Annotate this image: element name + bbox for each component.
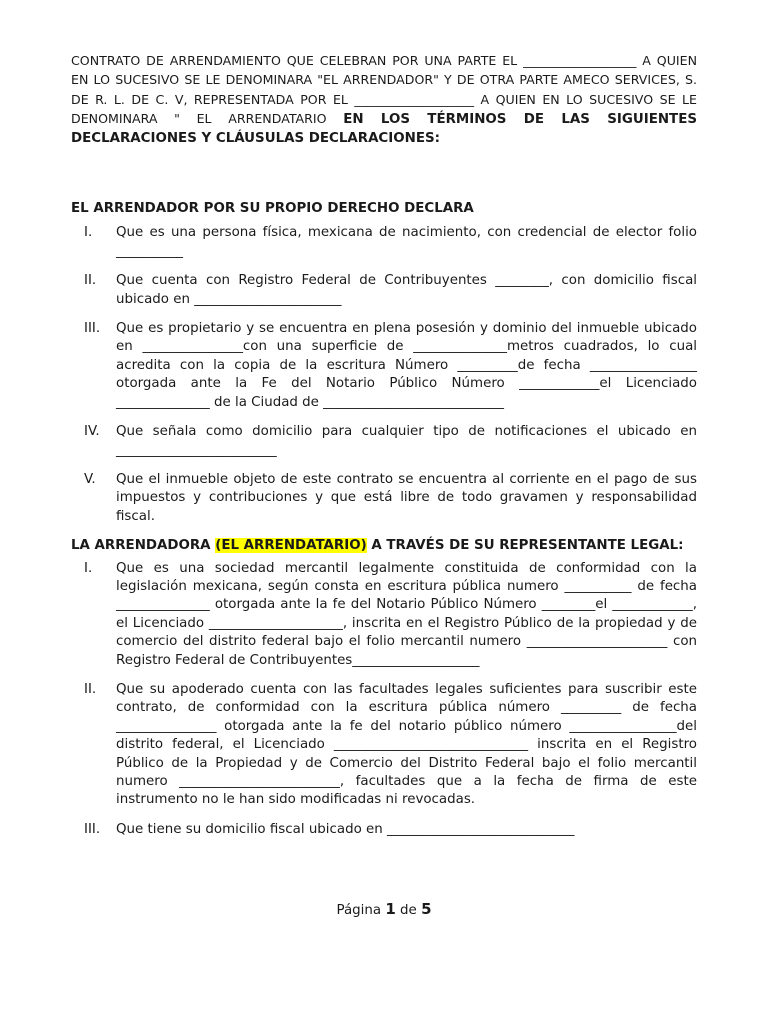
page-label: Página (336, 903, 382, 918)
page-number-footer (0, 900, 768, 920)
item-text: Que cuenta con Registro Federal de Contribuyentes ________, con domicilio fiscal ubicado en ______________________ (116, 273, 697, 307)
item-text: Que su apoderado cuenta con las facultades legales suficientes para suscribir este contrato, de conformidad con la escritura pública número _________ de fecha _______________ otorgada ante la fe del notario público número ________________del distrito federal, el Licenciado _____________________________ inscrita en el Registro Público de la Propiedad y de Comercio del Distrito Federal bajo el folio mercantil numero ________________________, facultades que a la fecha de firma de este instrumento no le han sido modificadas ni revocadas. (116, 681, 697, 808)
preamble-text: CONTRATO DE ARRENDAMIENTO QUE CELEBRAN POR UNA PARTE EL __________________ A QUIEN EN LO SUCESIVO SE LE DENOMINARA "EL ARRENDADOR" Y DE OTRA PARTE AMECO SERVICES, S. DE R. L. DE C. V, REPRESENTADA POR EL ___________________ A QUIEN EN LO SUCESIVO SE LE DENOMINARA " EL ARRENDATARIO (71, 53, 697, 127)
list-item (71, 224, 697, 261)
item-number: V. (84, 471, 96, 487)
item-text: Que tiene su domicilio fiscal ubicado en ____________________________ (116, 821, 575, 837)
arrendadora-declarations (71, 560, 697, 840)
item-text: Que es una persona física, mexicana de nacimiento, con credencial de elector folio __________ (116, 225, 697, 259)
item-number: III. (84, 821, 101, 837)
item-text: Que es una sociedad mercantil legalmente constituida de conformidad con la legislación mexicana, según consta en escritura pública numero __________ de fecha ______________ otorgada ante la fe del Notario Público Número ________el ____________, el Licenciado ____________________, inscrita en el Registro Público de la propiedad y de comercio del distrito federal bajo el folio mercantil numero _____________________ con Registro Federal de Contribuyentes___________________ (116, 560, 697, 668)
item-number: I. (84, 225, 93, 241)
title-part-b: A TRAVÉS DE SU REPRESENTANTE LEGAL: (366, 538, 684, 554)
item-text: Que señala como domicilio para cualquier tipo de notificaciones el ubicado en ________________________ (116, 424, 697, 458)
total-pages: 5 (421, 900, 432, 918)
arrendadora-section-title (71, 537, 697, 555)
list-item (71, 821, 697, 839)
list-item (71, 272, 697, 309)
item-number: IV. (84, 424, 100, 440)
arrendador-declarations (71, 224, 697, 526)
current-page: 1 (385, 900, 396, 918)
item-number: III. (84, 321, 101, 337)
item-text: Que el inmueble objeto de este contrato se encuentra al corriente en el pago de sus impuestos y contribuciones y que está libre de todo gravamen y responsabilidad fiscal. (116, 471, 697, 524)
highlighted-term: (EL ARRENDATARIO) (215, 538, 367, 554)
page-of-label: de (400, 903, 417, 918)
title-part-a: LA ARRENDADORA (71, 538, 216, 554)
item-number: I. (84, 560, 93, 576)
item-text: Que es propietario y se encuentra en plena posesión y dominio del inmueble ubicado en _______________con una superficie de ______________metros cuadrados, lo cual acredita con la copia de la escritura Número _________de fecha ________________ otorgada ante la Fe del Notario Público Número ____________el Licenciado ______________ de la Ciudad de ___________________________ (116, 321, 697, 410)
list-item (71, 560, 697, 670)
preamble-bold-tail: EN LOS TÉRMINOS DE LAS SIGUIENTES DECLARACIONES Y CLÁUSULAS DECLARACIONES: (71, 112, 697, 146)
item-number: II. (84, 681, 97, 697)
item-number: II. (84, 273, 97, 289)
list-item (71, 320, 697, 412)
list-item (71, 681, 697, 810)
list-item (71, 423, 697, 460)
arrendador-section-title: EL ARRENDADOR POR SU PROPIO DERECHO DECLARA (71, 201, 474, 217)
list-item (71, 471, 697, 526)
contract-preamble (71, 52, 697, 148)
